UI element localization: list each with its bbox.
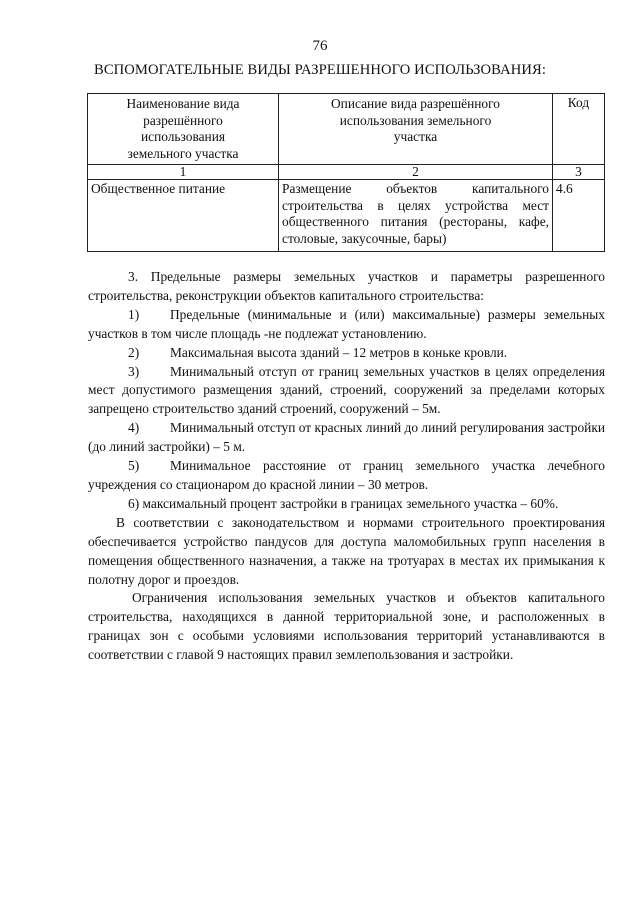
header-use-description: Описание вида разрешённого использования земельного участка <box>279 94 553 165</box>
list-item <box>88 419 605 457</box>
list-item-number: 3) <box>128 363 140 379</box>
list-item-text: Минимальное расстояние от границ земельного участка лечебного учреждения со стационаром до красной линии – 30 метров. <box>88 458 605 492</box>
list-item-text: Минимальный отступ от границ земельных участков в целях определения мест допустимого размещения зданий, строений, сооружений за пределами которых запрещено строительство зданий строений, сооружений – 5м. <box>88 363 605 417</box>
list-item-number: 2) <box>128 344 140 360</box>
list-item-number: 5) <box>128 458 140 474</box>
column-number: 2 <box>279 165 553 180</box>
table-header-row <box>88 94 605 165</box>
use-description-cell: Размещение объектов капитального строительства в целях устройства мест общественного питания (рестораны, кафе, столовые, закусочные, бары) <box>279 180 553 252</box>
header-code: Код <box>553 94 605 165</box>
intro-paragraph: 3. Предельные размеры земельных участков и параметры разрешенного строительства, реконструкции объектов капитального строительства: <box>88 269 605 303</box>
list-item-number: 1) <box>128 306 140 322</box>
list-item <box>88 344 605 363</box>
header-use-name: Наименование вида разрешённого использования земельного участка <box>88 94 279 165</box>
list-item-text: Максимальная высота зданий – 12 метров в коньке кровли. <box>170 344 508 360</box>
list-item <box>88 457 605 495</box>
restrictions-paragraph: Ограничения использования земельных участков и объектов капитального строительства, находящихся в данной территориальной зоне, и расположенных в границах зон с особыми условиями использования территорий устанавливаются в соответствии с главой 9 настоящих правил землепользования и застройки. <box>88 590 605 663</box>
use-code-cell: 4.6 <box>553 180 605 252</box>
list-item-text: Предельные (минимальные и (или) максимальные) размеры земельных участков в том числе площадь -не подлежат установлению. <box>88 306 605 341</box>
table-row <box>88 180 605 252</box>
regulations-text <box>88 268 605 665</box>
table-number-row <box>88 165 605 180</box>
list-item-number: 4) <box>128 420 140 436</box>
permitted-use-table <box>87 93 605 252</box>
page-number: 76 <box>312 38 328 54</box>
column-number: 3 <box>553 165 605 180</box>
list-item <box>88 306 605 344</box>
use-name-cell: Общественное питание <box>88 180 279 252</box>
list-item-text: Минимальный отступ от красных линий до линий регулирования застройки (до линий застройки) – 5 м. <box>88 420 605 455</box>
section-heading: ВСПОМОГАТЕЛЬНЫЕ ВИДЫ РАЗРЕШЕННОГО ИСПОЛЬЗОВАНИЯ: <box>93 62 546 78</box>
accessibility-paragraph: В соответствии с законодательством и нормами строительного проектирования обеспечивается устройство пандусов для доступа маломобильных групп населения в помещения общественного назначения, а также на тротуарах в местах их примыкания к полотну дорог и проездов. <box>88 514 605 587</box>
max-coverage-paragraph: 6) максимальный процент застройки в границах земельного участка – 60%. <box>128 495 559 511</box>
list-item <box>88 363 605 420</box>
column-number: 1 <box>88 165 279 180</box>
